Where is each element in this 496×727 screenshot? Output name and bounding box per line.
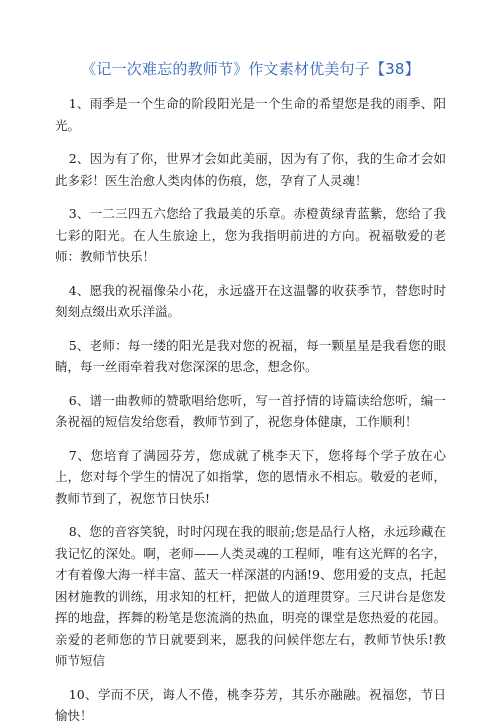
document-title: 《记一次难忘的教师节》作文素材优美句子【38】 (81, 60, 420, 78)
paragraph: 5、老师：每一缕的阳光是我对您的祝福，每一颗星星是我看您的眼睛，每一丝雨牵着我对您深深的思念，想念你。 (55, 337, 446, 374)
paragraph: 10、学而不厌，诲人不倦，桃李芬芳，其乐亦融融。祝福您，节日愉快！ (55, 686, 446, 723)
paragraph: 4、愿我的祝福像朵小花，永远盛开在这温馨的收获季节，替您时时刻刻点缀出欢乐洋溢。 (55, 282, 446, 319)
paragraph: 7、您培育了满园芬芳，您成就了桃李天下，您将每个学子放在心上，您对每个学生的情况了如指掌，您的恩情永不相忘。敬爱的老师，教师节到了，祝您节日快乐! (55, 447, 446, 506)
paragraph: 2、因为有了你，世界才会如此美丽，因为有了你，我的生命才会如此多彩！医生治愈人类肉体的伤痕，您，孕育了人灵魂！ (55, 151, 446, 188)
paragraph: 3、一二三四五六您给了我最美的乐章。赤橙黄绿青蓝紫，您给了我七彩的阳光。在人生旅途上，您为我指明前进的方向。祝福敬爱的老师：教师节快乐！ (55, 206, 446, 264)
paragraph: 1、雨季是一个生命的阶段阳光是一个生命的希望您是我的雨季、阳光。 (55, 96, 446, 133)
paragraph: 6、谱一曲教师的赞歌唱给您听，写一首抒情的诗篇读给您听，编一条祝福的短信发给您看，教师节到了，祝您身体健康，工作顺利！ (55, 392, 446, 429)
paragraph: 8、您的音容笑貌，时时闪现在我的眼前;您是品行人格，永远珍藏在我记忆的深处。啊，老师——人类灵魂的工程师，唯有这光辉的名字，才有着像大海一样丰富、蓝天一样深湛的内涵!9、您用爱的支点，托起困材施教的训练，用求知的杠杆，把做人的道理贯穿。三尺讲台是您发挥的地盘，挥舞的粉笔是您流淌的热血，明亮的课堂是您热爱的花园。亲爱的老师您的节日就要到来，愿我的问候伴您左右，教师节快乐!教师节短信 (55, 524, 446, 668)
document-body (55, 93, 446, 727)
